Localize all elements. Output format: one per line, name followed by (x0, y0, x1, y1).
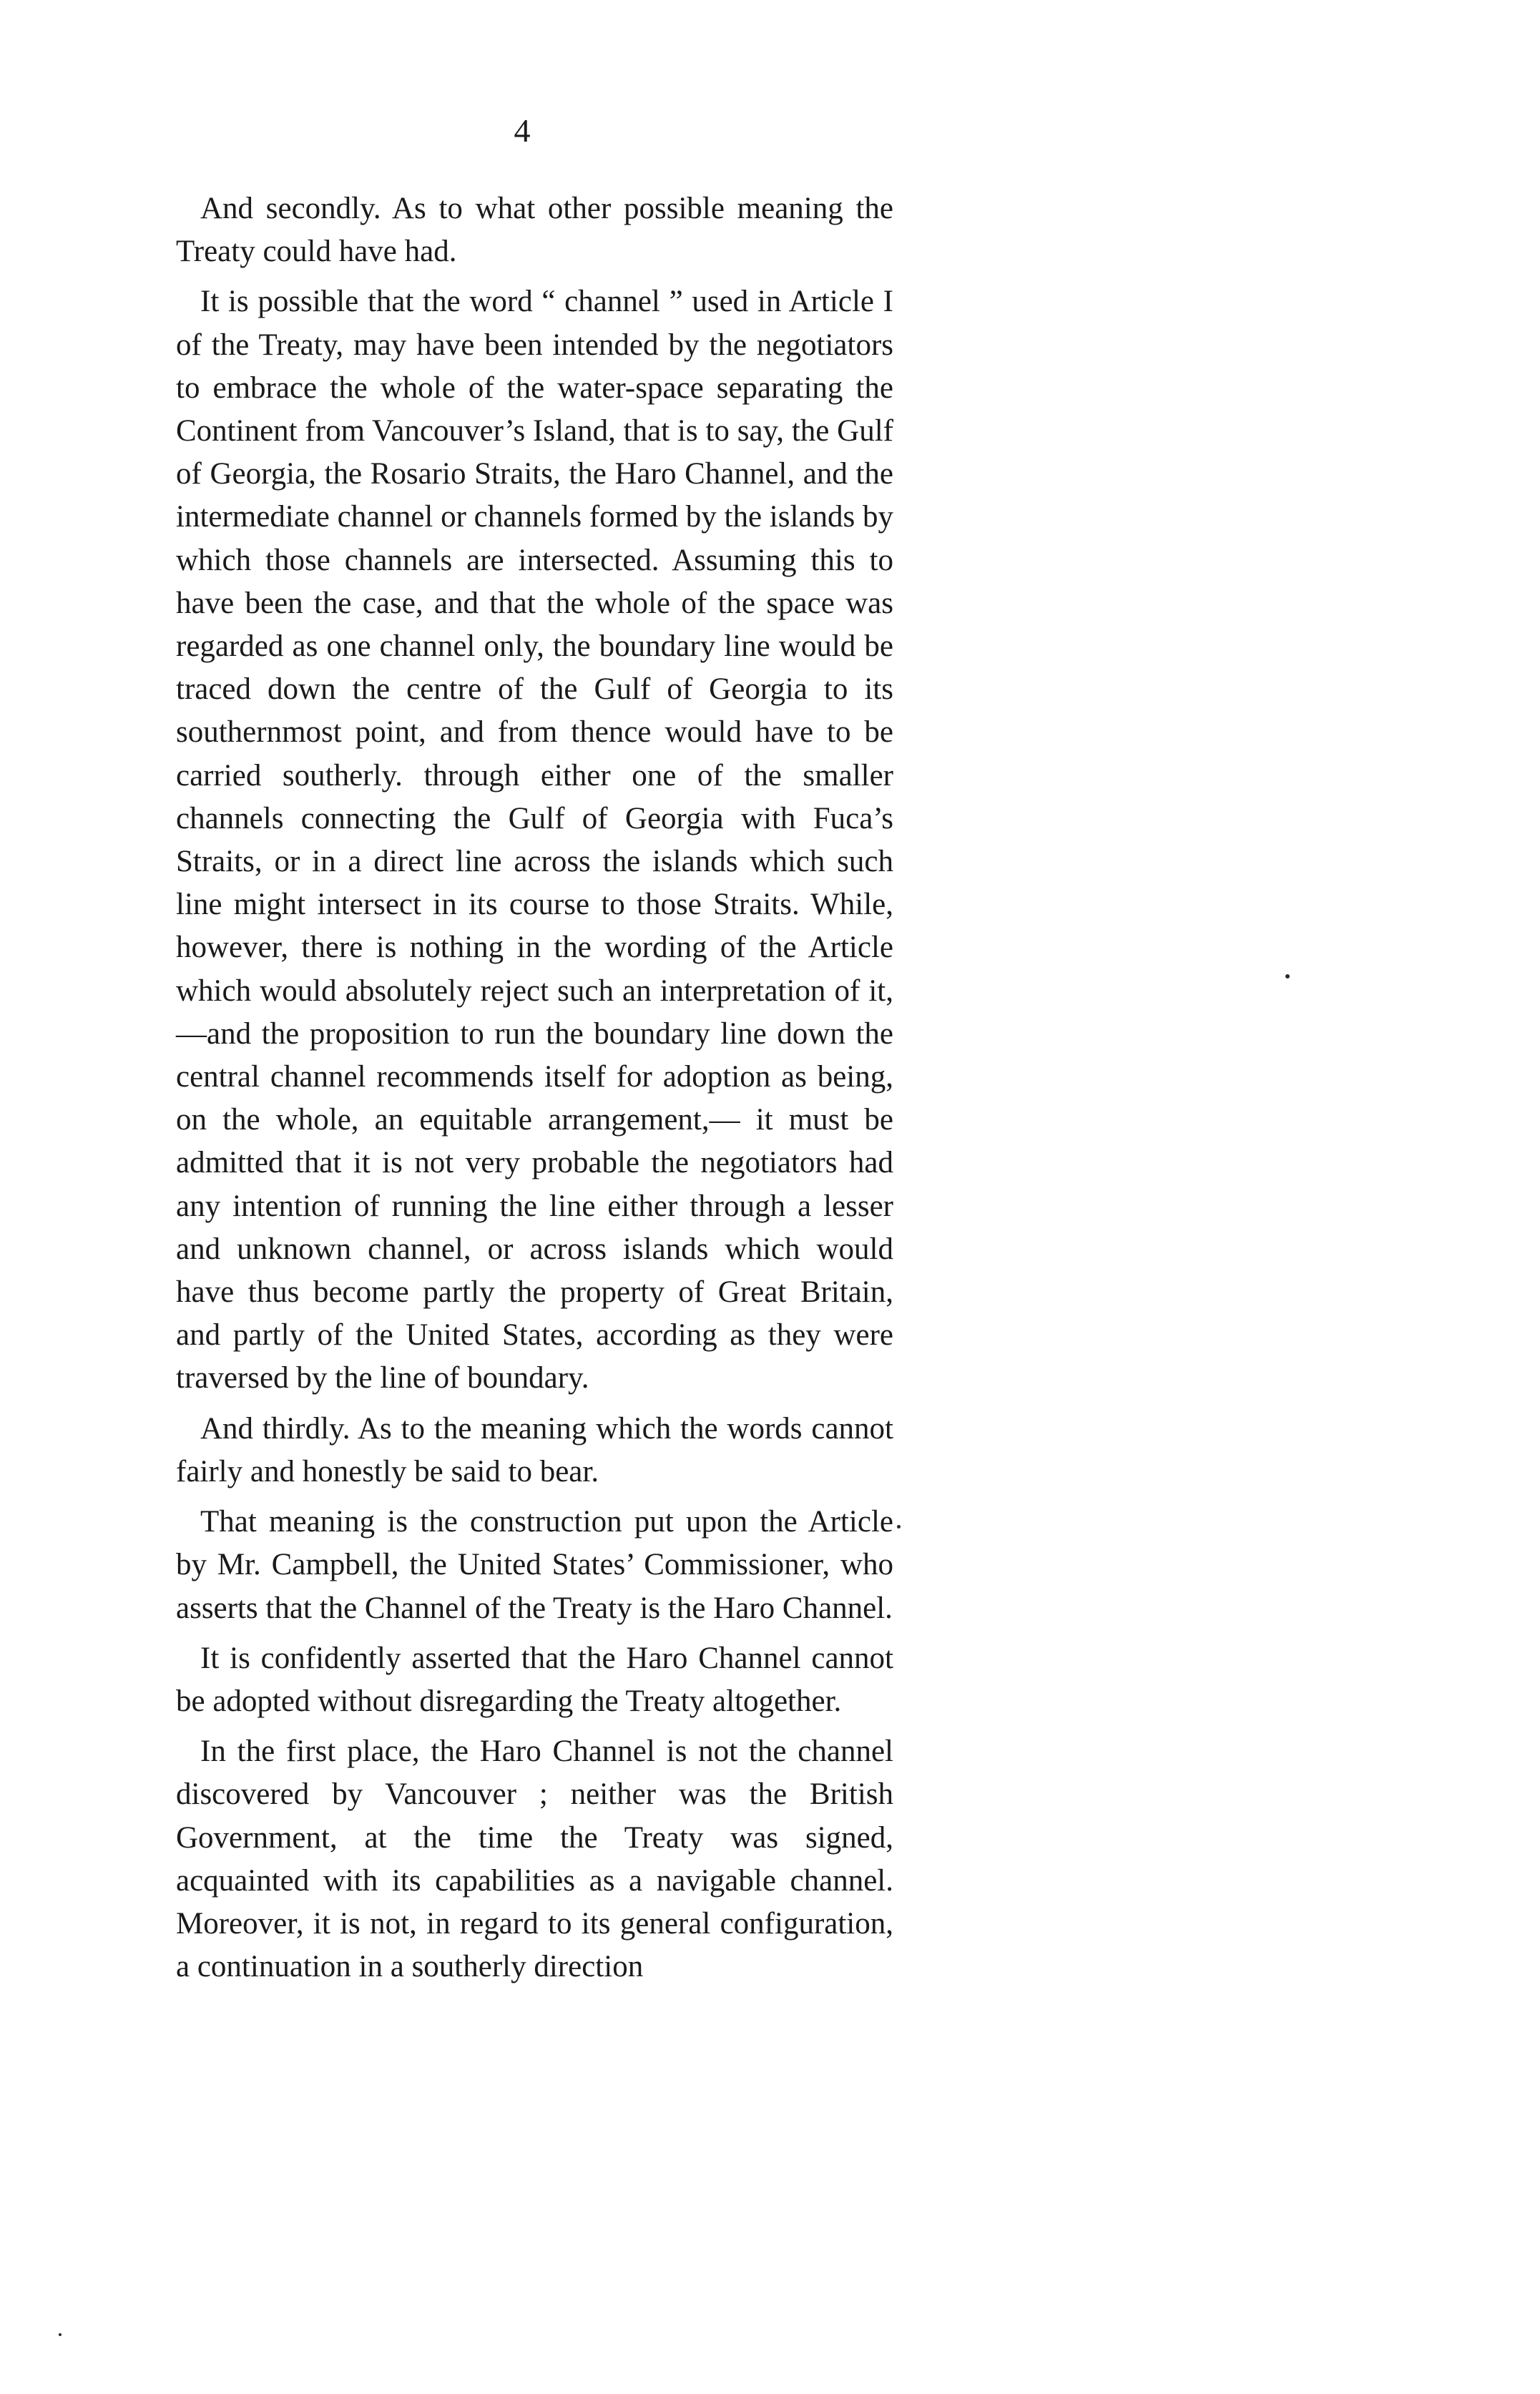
paragraph-thirdly: And thirdly. As to the meaning which the words cannot fairly and honestly be said to bear. (176, 1411, 893, 1488)
paragraph-secondly: And secondly. As to what other possible meaning the Treaty could have had. (176, 192, 893, 269)
paragraph-channel-interpretation: It is possible that the word “ channel ” used in Article I of the Treaty, may have been intended by the negotiators to embrace the whole of the water-space separating the Continent from Vancouver’s Island, that is to say, the Gulf of Georgia, the Rosario Straits, the Haro Channel, and the intermediate channel or channels formed by the islands by which those channels are intersected. Assuming this to have been the case, and that the whole of the space was regarded as one channel only, the boundary line would be traced down the centre of the Gulf of Georgia to its southernmost point, and from thence would have to be carried southerly. through either one of the smaller channels connecting the Gulf of Georgia with Fuca’s Straits, or in a direct line across the islands which such line might intersect in its course to those Straits. While, however, there is nothing in the wording of the Article which would absolutely reject such an interpretation of it,—and the proposition to run the boundary line down the central channel recommends itself for adoption as being, on the whole, an equitable arrangement,— it must be admitted that it is not very probable the negotiators had any intention of running the line either through a lesser and unknown channel, or across islands which would have thus become partly the property of Great Britain, and partly of the United States, according as they were traversed by the line of boundary. (176, 285, 894, 1395)
paragraph-haro-assertion: It is confidently asserted that the Haro Channel cannot be adopted without disregarding the Treaty altogether. (176, 1641, 893, 1718)
paragraph-first-place: In the first place, the Haro Channel is not the channel discovered by Vancouver ; neither was the British Government, at the time the Treaty was signed, acquainted with its capabilities as a navigable channel. Moreover, it is not, in regard to its general configuration, a continuation in a southerly direction (176, 1735, 893, 1984)
scan-speck (1285, 974, 1290, 978)
body-text (176, 187, 893, 1988)
paragraph-campbell-construction: That meaning is the construction put upon the Article by Mr. Campbell, the United States’ Commissioner, who asserts that the Channel of the Treaty is the Haro Channel. (176, 1505, 893, 1625)
page-number: 4 (514, 112, 531, 149)
scan-speck (897, 1525, 901, 1529)
scan-speck (59, 2333, 62, 2336)
